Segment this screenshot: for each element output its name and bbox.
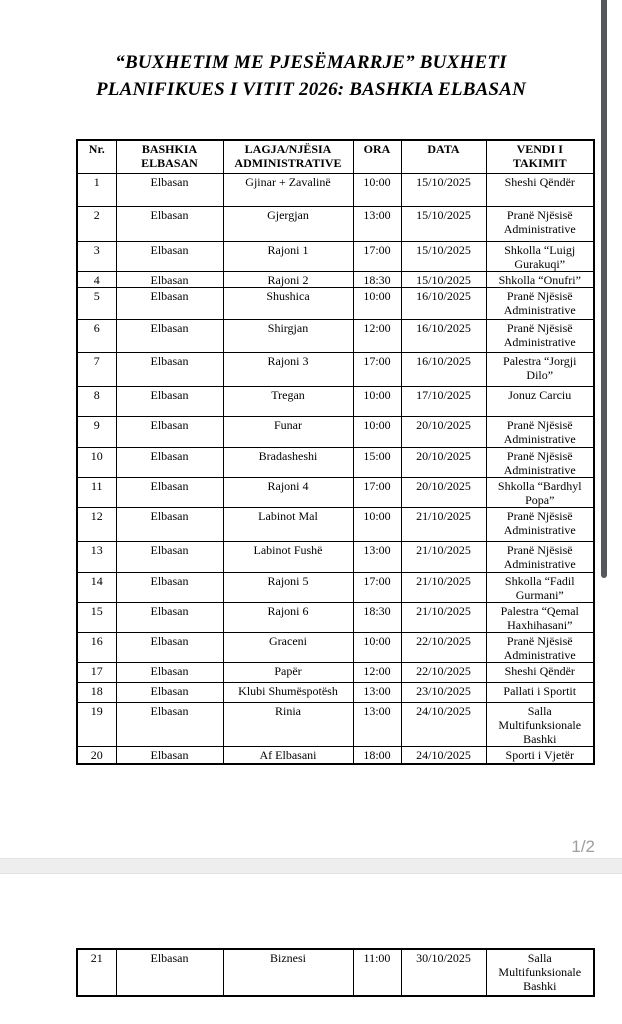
cell-venue: Palestra “Qemal Haxhihasani”: [486, 602, 594, 632]
cell-venue: Pranë Njësisë Administrative: [486, 507, 594, 541]
cell-nr: 15: [77, 602, 116, 632]
cell-date: 15/10/2025: [401, 206, 486, 241]
cell-municipality: Elbasan: [116, 949, 223, 996]
cell-nr: 3: [77, 241, 116, 271]
cell-municipality: Elbasan: [116, 746, 223, 764]
table-row: [77, 386, 594, 416]
cell-time: 17:00: [353, 241, 401, 271]
cell-municipality: Elbasan: [116, 602, 223, 632]
cell-nr: 6: [77, 319, 116, 352]
cell-time: 13:00: [353, 541, 401, 572]
cell-venue: Sporti i Vjetër: [486, 746, 594, 764]
table-row: [77, 447, 594, 477]
cell-time: 18:00: [353, 746, 401, 764]
cell-venue: Pallati i Sportit: [486, 682, 594, 702]
cell-admin-unit: Klubi Shumëspotësh: [223, 682, 353, 702]
cell-venue: Shkolla “Bardhyl Popa”: [486, 477, 594, 507]
cell-venue: Sheshi Qëndër: [486, 662, 594, 682]
cell-admin-unit: Labinot Fushë: [223, 541, 353, 572]
cell-nr: 20: [77, 746, 116, 764]
cell-venue: Sheshi Qëndër: [486, 173, 594, 206]
cell-venue: Jonuz Carciu: [486, 386, 594, 416]
schedule-table-page2: [76, 948, 595, 997]
table-row: [77, 702, 594, 746]
table-row: [77, 477, 594, 507]
cell-date: 20/10/2025: [401, 447, 486, 477]
cell-municipality: Elbasan: [116, 206, 223, 241]
table-row: [77, 507, 594, 541]
cell-admin-unit: Rajoni 6: [223, 602, 353, 632]
cell-time: 10:00: [353, 507, 401, 541]
cell-venue: Salla Multifunksionale Bashki: [486, 702, 594, 746]
cell-admin-unit: Rinia: [223, 702, 353, 746]
cell-municipality: Elbasan: [116, 572, 223, 602]
document-title-line2: PLANIFIKUES I VITIT 2026: BASHKIA ELBASAN: [95, 79, 526, 100]
cell-date: 30/10/2025: [401, 949, 486, 996]
cell-nr: 18: [77, 682, 116, 702]
cell-venue: Salla Multifunksionale Bashki: [486, 949, 594, 996]
cell-nr: 8: [77, 386, 116, 416]
cell-time: 10:00: [353, 632, 401, 662]
cell-venue: Pranë Njësisë Administrative: [486, 632, 594, 662]
cell-date: 24/10/2025: [401, 702, 486, 746]
cell-time: 15:00: [353, 447, 401, 477]
cell-time: 13:00: [353, 206, 401, 241]
cell-admin-unit: Bradasheshi: [223, 447, 353, 477]
cell-date: 22/10/2025: [401, 632, 486, 662]
cell-venue: Shkolla “Luigj Gurakuqi”: [486, 241, 594, 271]
cell-date: 21/10/2025: [401, 507, 486, 541]
document-title: [0, 49, 622, 103]
cell-admin-unit: Rajoni 2: [223, 271, 353, 287]
cell-municipality: Elbasan: [116, 287, 223, 319]
cell-municipality: Elbasan: [116, 477, 223, 507]
cell-date: 21/10/2025: [401, 602, 486, 632]
table-row: [77, 572, 594, 602]
cell-municipality: Elbasan: [116, 702, 223, 746]
table-row: [77, 271, 594, 287]
cell-admin-unit: Biznesi: [223, 949, 353, 996]
cell-admin-unit: Af Elbasani: [223, 746, 353, 764]
cell-time: 17:00: [353, 352, 401, 386]
cell-municipality: Elbasan: [116, 173, 223, 206]
cell-date: 15/10/2025: [401, 241, 486, 271]
table-row: [77, 352, 594, 386]
cell-nr: 13: [77, 541, 116, 572]
cell-time: 12:00: [353, 319, 401, 352]
cell-date: 16/10/2025: [401, 287, 486, 319]
cell-admin-unit: Gjergjan: [223, 206, 353, 241]
cell-time: 10:00: [353, 386, 401, 416]
column-header-admin-unit: LAGJA/NJËSIA ADMINISTRATIVE: [223, 140, 353, 173]
table-row: [77, 746, 594, 764]
table-row: [77, 173, 594, 206]
cell-municipality: Elbasan: [116, 541, 223, 572]
cell-date: 23/10/2025: [401, 682, 486, 702]
cell-venue: Pranë Njësisë Administrative: [486, 319, 594, 352]
cell-nr: 7: [77, 352, 116, 386]
cell-time: 11:00: [353, 949, 401, 996]
cell-nr: 11: [77, 477, 116, 507]
cell-nr: 14: [77, 572, 116, 602]
table-header-row: [77, 140, 594, 173]
cell-municipality: Elbasan: [116, 319, 223, 352]
cell-venue: Pranë Njësisë Administrative: [486, 447, 594, 477]
page-separator: [0, 858, 622, 874]
cell-time: 10:00: [353, 416, 401, 447]
table-row: [77, 241, 594, 271]
cell-venue: Pranë Njësisë Administrative: [486, 416, 594, 447]
page-indicator: 1/2: [571, 837, 595, 856]
schedule-table-page1: [76, 139, 595, 765]
table-row: [77, 949, 594, 996]
cell-venue: Palestra “Jorgji Dilo”: [486, 352, 594, 386]
cell-nr: 17: [77, 662, 116, 682]
cell-nr: 2: [77, 206, 116, 241]
cell-nr: 19: [77, 702, 116, 746]
cell-date: 20/10/2025: [401, 416, 486, 447]
cell-time: 13:00: [353, 682, 401, 702]
cell-nr: 1: [77, 173, 116, 206]
document-title-line1: “BUXHETIM ME PJESËMARRJE” BUXHETI: [115, 52, 507, 73]
cell-municipality: Elbasan: [116, 416, 223, 447]
cell-time: 13:00: [353, 702, 401, 746]
cell-venue: Shkolla “Onufri”: [486, 271, 594, 287]
cell-venue: Pranë Njësisë Administrative: [486, 541, 594, 572]
column-header-time: ORA: [353, 140, 401, 173]
cell-time: 17:00: [353, 572, 401, 602]
cell-nr: 12: [77, 507, 116, 541]
cell-date: 16/10/2025: [401, 319, 486, 352]
cell-admin-unit: Gjinar + Zavalinë: [223, 173, 353, 206]
cell-admin-unit: Rajoni 1: [223, 241, 353, 271]
cell-time: 17:00: [353, 477, 401, 507]
cell-date: 21/10/2025: [401, 541, 486, 572]
table-row: [77, 287, 594, 319]
column-header-date: DATA: [401, 140, 486, 173]
cell-nr: 16: [77, 632, 116, 662]
cell-time: 10:00: [353, 173, 401, 206]
cell-time: 10:00: [353, 287, 401, 319]
cell-date: 16/10/2025: [401, 352, 486, 386]
cell-admin-unit: Labinot Mal: [223, 507, 353, 541]
cell-municipality: Elbasan: [116, 241, 223, 271]
cell-nr: 5: [77, 287, 116, 319]
table-row: [77, 682, 594, 702]
cell-time: 18:30: [353, 271, 401, 287]
cell-admin-unit: Graceni: [223, 632, 353, 662]
cell-municipality: Elbasan: [116, 632, 223, 662]
cell-admin-unit: Shirgjan: [223, 319, 353, 352]
cell-admin-unit: Tregan: [223, 386, 353, 416]
cell-nr: 21: [77, 949, 116, 996]
cell-municipality: Elbasan: [116, 662, 223, 682]
cell-municipality: Elbasan: [116, 271, 223, 287]
scrollbar-thumb[interactable]: [601, 0, 607, 578]
column-header-municipality: BASHKIA ELBASAN: [116, 140, 223, 173]
cell-admin-unit: Shushica: [223, 287, 353, 319]
column-header-nr: Nr.: [77, 140, 116, 173]
column-header-venue: VENDI I TAKIMIT: [486, 140, 594, 173]
cell-admin-unit: Papër: [223, 662, 353, 682]
cell-admin-unit: Rajoni 3: [223, 352, 353, 386]
cell-municipality: Elbasan: [116, 447, 223, 477]
cell-date: 17/10/2025: [401, 386, 486, 416]
cell-date: 22/10/2025: [401, 662, 486, 682]
cell-time: 18:30: [353, 602, 401, 632]
cell-date: 21/10/2025: [401, 572, 486, 602]
cell-venue: Pranë Njësisë Administrative: [486, 287, 594, 319]
cell-nr: 9: [77, 416, 116, 447]
cell-date: 20/10/2025: [401, 477, 486, 507]
cell-admin-unit: Funar: [223, 416, 353, 447]
cell-municipality: Elbasan: [116, 386, 223, 416]
cell-date: 24/10/2025: [401, 746, 486, 764]
table-row: [77, 632, 594, 662]
cell-municipality: Elbasan: [116, 352, 223, 386]
cell-time: 12:00: [353, 662, 401, 682]
table-row: [77, 206, 594, 241]
cell-date: 15/10/2025: [401, 271, 486, 287]
cell-nr: 10: [77, 447, 116, 477]
table-row: [77, 602, 594, 632]
cell-venue: Pranë Njësisë Administrative: [486, 206, 594, 241]
cell-nr: 4: [77, 271, 116, 287]
cell-date: 15/10/2025: [401, 173, 486, 206]
table-row: [77, 319, 594, 352]
cell-admin-unit: Rajoni 5: [223, 572, 353, 602]
cell-venue: Shkolla “Fadil Gurmani”: [486, 572, 594, 602]
cell-municipality: Elbasan: [116, 507, 223, 541]
cell-municipality: Elbasan: [116, 682, 223, 702]
table-row: [77, 541, 594, 572]
table-row: [77, 416, 594, 447]
cell-admin-unit: Rajoni 4: [223, 477, 353, 507]
table-row: [77, 662, 594, 682]
